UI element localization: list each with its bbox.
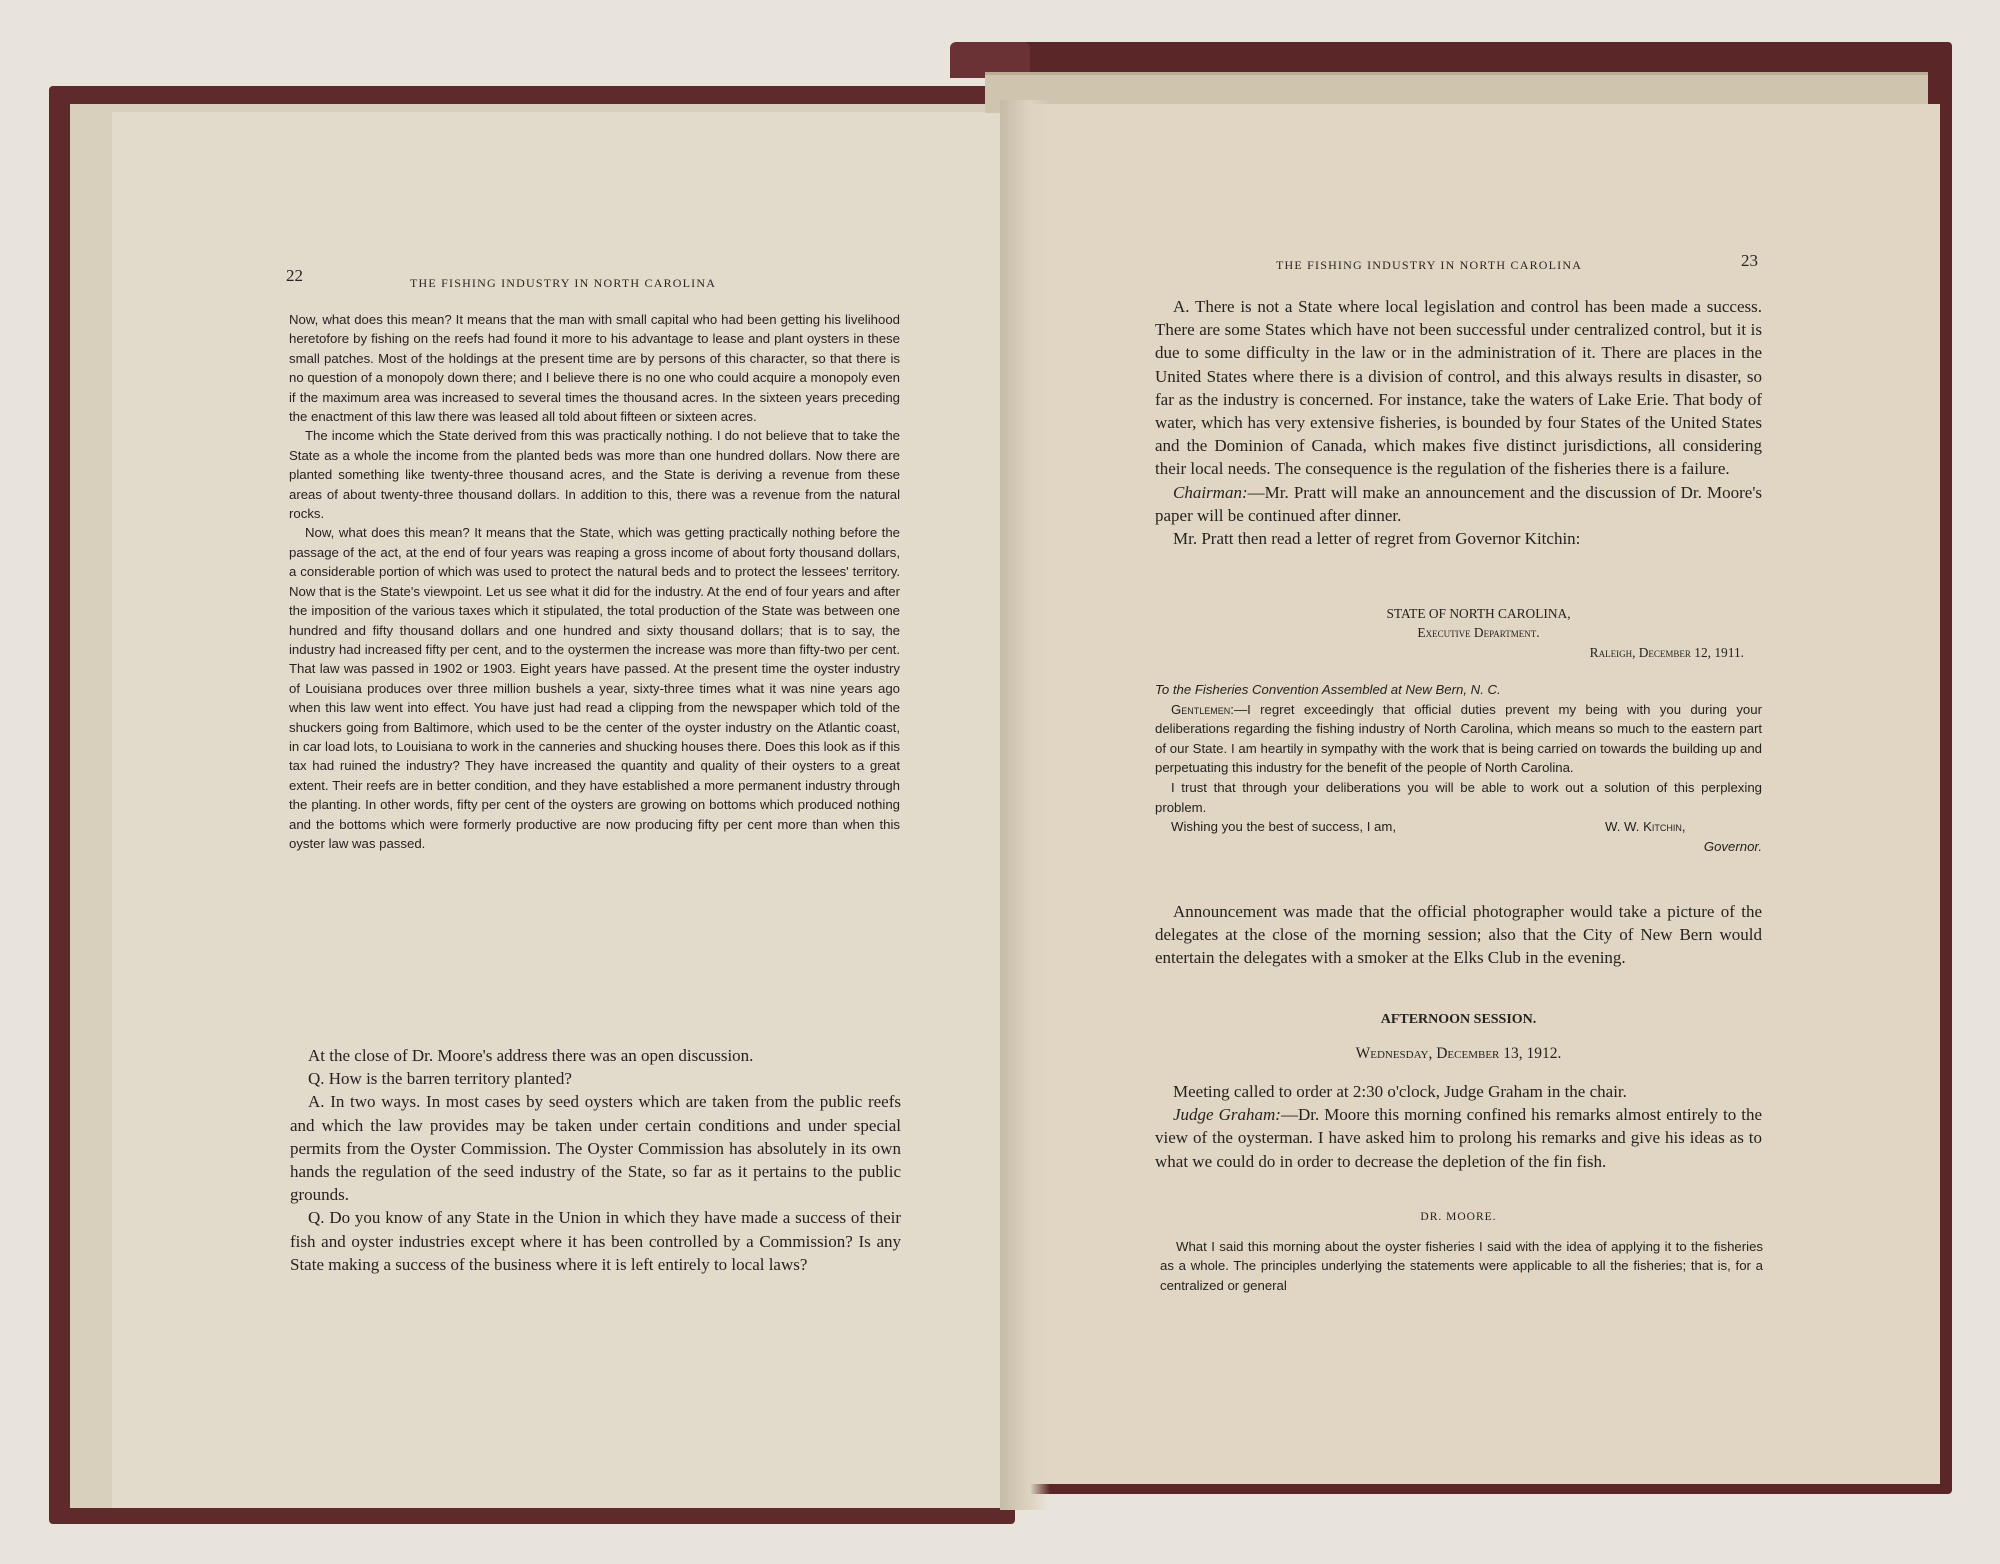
meeting-line: Meeting called to order at 2:30 o'clock, Judge Graham in the chair. — [1173, 1082, 1627, 1101]
right-page-number: 23 — [1741, 251, 1758, 270]
letter-body-2: I trust that through your deliberations you will be able to work out a solution of this perplexing problem. — [1155, 779, 1762, 815]
governor-letter-heading — [1155, 604, 1762, 662]
moore-text-block — [1160, 1237, 1763, 1295]
left-small-text — [289, 310, 900, 853]
book-gutter — [1000, 100, 1050, 1510]
chairman-remark — [1155, 481, 1762, 527]
answer-1: A. In two ways. In most cases by seed oysters which are taken from the public reefs and which the law provides may be taken under certain conditions and under special permits from the Oyster Commission. The Oyster Commission has absolutely in its own hands the regulation of the seed industry of the State, so far as it pertains to the public grounds. — [290, 1092, 901, 1205]
announcement — [1155, 900, 1762, 970]
letter-body-1: —I regret exceedingly that official duties prevent my being with you during your deliberations regarding the fishing industry of North Carolina, which means so much to the eastern part of our State. I am heartily in sympathy with the work that is being carried on towards the building up and perpetuating this industry for the benefit of the people of North Carolina. — [1155, 701, 1762, 776]
governor-letter-body — [1155, 680, 1762, 856]
session-date: Wednesday, December 13, 1912. — [1355, 1045, 1562, 1062]
left-paragraph-3: Now, what does this mean? It means that the State, which was getting practically nothing before the passage of the act, at the end of four years was reaping a gross income of about forty thousand dollars, a considerable portion of which was used to protect the natural beds and to protect the lessees' territory. Now that is the State's viewpoint. Let us see what it did for the industry. At the end of four years and after the imposition of the various taxes which it stipulated, the total production of the State was between one hundred and fifty thousand dollars and one hundred and sixty thousand dollars; that is to say, the industry had increased fifty per cent, and to the oystermen the increase was more than fifty-two per cent. That law was passed in 1902 or 1903. Eight years have passed. At the present time the oyster industry of Louisiana produces over three million bushels a year, sixty-three times what it was nine years ago when this law went into effect. You have just had read a clipping from the newspaper which told of the shuckers going from Baltimore, which used to be the center of the oyster industry on the Atlantic coast, in car load lots, to Louisiana to work in the canneries and shucking houses there. Does this look as if this tax had ruined the industry? They have increased the quantity and quality of their oysters to a great extent. Their reefs are in better condition, and they have established a more permanent industry through the planting. In other words, fifty per cent of the oysters are growing on bottoms which produced nothing and the bottoms which were formerly productive are now producing fifty per cent more than when this oyster law was passed. — [289, 525, 900, 851]
left-paragraph-1: Now, what does this mean? It means that the man with small capital who had been getting his livelihood heretofore by fishing on the reefs had found it more to his advantage to lease and plant oysters in these small patches. Most of the holdings at the present time are by persons of this character, so that there is no question of a monopoly down there; and I believe there is no one who could acquire a monopoly even if the maximum area was increased to several times the thousand acres. In the sixteen years preceding the enactment of this law there was leased all told about fifteen or sixteen acres. — [289, 312, 900, 425]
right-running-head: THE FISHING INDUSTRY IN NORTH CAROLINA — [1276, 258, 1583, 272]
question-1: Q. How is the barren territory planted? — [308, 1069, 572, 1089]
speaker-heading: DR. MOORE. — [1420, 1211, 1497, 1223]
chairman-label: Chairman: — [1173, 482, 1248, 502]
question-2: Q. Do you know of any State in the Union in which they have made a success of their fish and oyster industries except where it has been controlled by a Commission? Is any State making a success of the business where it is left entirely to local laws? — [290, 1208, 901, 1274]
chairman-text: —Mr. Pratt will make an announcement and the discussion of Dr. Moore's paper will be continued after dinner. — [1155, 482, 1762, 525]
graham-text: —Dr. Moore this morning confined his remarks almost entirely to the view of the oysterman. I have asked him to prolong his remarks and give his ideas as to what we could do in order to decrease the depletion of the fin fish. — [1155, 1105, 1763, 1171]
letter-addressee: To the Fisheries Convention Assembled at New Bern, N. C. — [1155, 682, 1501, 697]
letter-closing: Wishing you the best of success, I am, — [1171, 819, 1397, 835]
left-running-head: THE FISHING INDUSTRY IN NORTH CAROLINA — [410, 276, 717, 290]
answer-2: A. There is not a State where local legislation and control has been made a success. There are some States which have not been successful under centralized control, but it is due to some difficulty in the law or in the administration of it. There are places in the United States where there is a division of control, and this always results in disaster, so far as the industry is concerned. For instance, take the waters of Lake Erie. That body of water, which has very extensive fisheries, is bounded by four States of the United States and the Dominion of Canada, which makes five distinct jurisdictions, all considering their local needs. The consequence is the regulation of the fisheries there is a failure. — [1155, 297, 1762, 479]
graham-label: Judge Graham: — [1173, 1105, 1281, 1125]
session-heading: AFTERNOON SESSION. — [1380, 1012, 1537, 1027]
letter-state: STATE OF NORTH CAROLINA, — [1386, 606, 1571, 621]
announcement-text: Announcement was made that the official photographer would take a picture of the delegates at the close of the morning session; also that the City of New Bern would entertain the delegates with a smoker at the Elks Club in the evening. — [1155, 902, 1762, 968]
afternoon-text — [1155, 1080, 1762, 1173]
pratt-line: Mr. Pratt then read a letter of regret from Governor Kitchin: — [1173, 529, 1581, 549]
left-paragraph-2: The income which the State derived from this was practically nothing. I do not believe that to take the State as a whole the income from the planted beds was more than one hundred dollars. Now there are planted something like twenty-three thousand acres, and the State is deriving a revenue from these areas of about twenty-three thousand dollars. In addition to this, there was a revenue from the natural rocks. — [289, 428, 900, 522]
letter-dateline: Raleigh, December 12, 1911. — [1589, 644, 1744, 660]
moore-text: What I said this morning about the oyster fisheries I said with the idea of applying it to the fisheries as a whole. The principles underlying the statements were applicable to all the fisheries; that is, for a centralized or general — [1160, 1239, 1763, 1293]
letter-signature: W. W. Kitchin, — [1605, 819, 1686, 835]
discussion-intro: At the close of Dr. Moore's address there was an open discussion. — [308, 1046, 754, 1065]
left-discussion-text — [290, 1044, 901, 1276]
letter-department: Executive Department. — [1417, 625, 1540, 641]
left-page-number: 22 — [286, 266, 303, 285]
right-upper-text — [1155, 295, 1762, 550]
letter-title: Governor. — [1703, 838, 1762, 854]
letter-salutation: Gentlemen: — [1171, 701, 1234, 717]
